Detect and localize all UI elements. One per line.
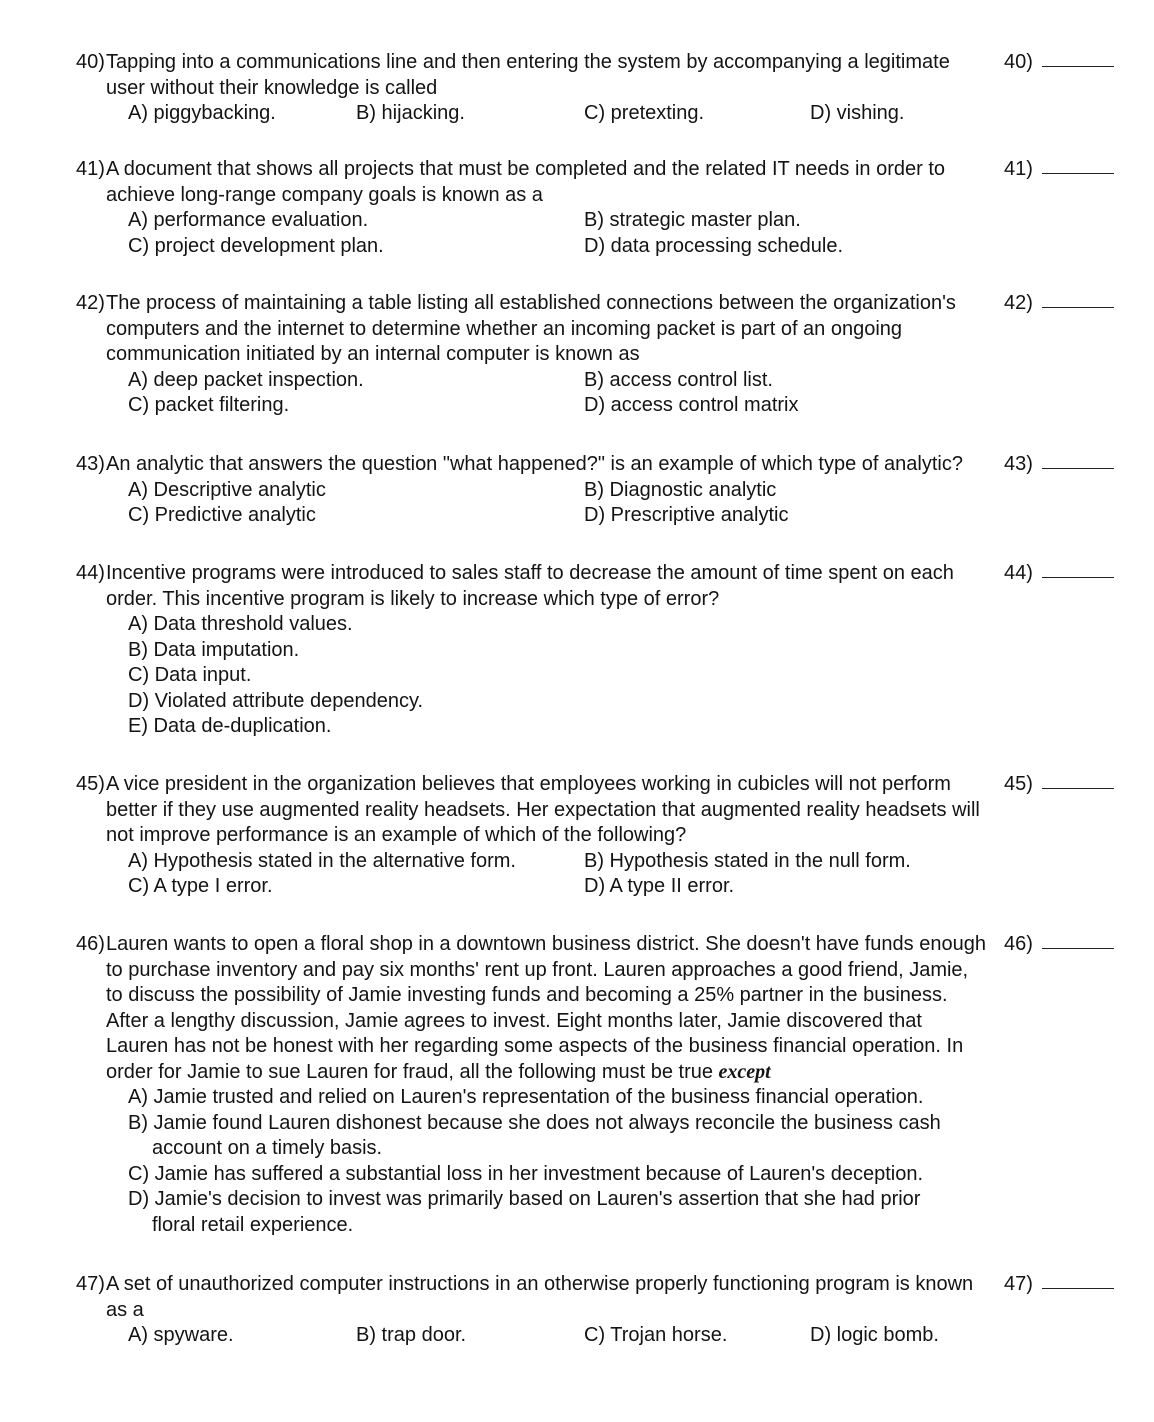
choice-d[interactable]: D) Prescriptive analytic xyxy=(584,504,789,526)
question-stem xyxy=(76,452,986,478)
question-stem xyxy=(76,561,986,612)
question-number: 47) xyxy=(76,1273,105,1295)
answer-label: 40) xyxy=(1004,51,1033,73)
question-number: 46) xyxy=(76,933,105,955)
answer-label: 41) xyxy=(1004,158,1033,180)
choice-list xyxy=(128,1323,1136,1349)
answer-blank[interactable] xyxy=(1042,577,1114,578)
question-text: Tapping into a communications line and then entering the system by accompanying a legitimate user without their knowledge is called xyxy=(106,51,950,99)
choice-b[interactable]: B) Jamie found Lauren dishonest because she does not always reconcile the business cash account on a timely basis. xyxy=(128,1111,941,1159)
choice-c[interactable]: C) packet filtering. xyxy=(128,394,290,416)
choice-c[interactable]: C) Predictive analytic xyxy=(128,504,316,526)
question-text: A vice president in the organization believes that employees working in cubicles will not perform better if they use augmented reality headsets. Her expectation that augmented reality headsets will not improve performance is an example of which of the following? xyxy=(106,773,980,846)
choice-e[interactable]: E) Data de-duplication. xyxy=(128,715,332,737)
choice-list xyxy=(128,849,1136,900)
question-stem xyxy=(76,772,986,849)
answer-label: 46) xyxy=(1004,933,1033,955)
answer-blank[interactable] xyxy=(1042,1288,1114,1289)
answer-label: 47) xyxy=(1004,1273,1033,1295)
choice-c[interactable]: C) Trojan horse. xyxy=(584,1324,728,1346)
question-number: 43) xyxy=(76,453,105,475)
question-45 xyxy=(76,772,1136,900)
choice-d[interactable]: D) logic bomb. xyxy=(810,1324,939,1346)
choice-a[interactable]: A) deep packet inspection. xyxy=(128,368,364,391)
question-number: 40) xyxy=(76,51,105,73)
question-46 xyxy=(76,932,1136,1238)
question-stem xyxy=(76,932,986,1085)
choice-a[interactable]: A) Hypothesis stated in the alternative form. xyxy=(128,849,516,872)
answer-blank[interactable] xyxy=(1042,948,1114,949)
question-43 xyxy=(76,452,1136,529)
choice-list xyxy=(128,612,1136,740)
choice-a[interactable]: A) spyware. xyxy=(128,1324,234,1346)
choice-b[interactable]: B) strategic master plan. xyxy=(584,209,801,231)
answer-blank[interactable] xyxy=(1042,468,1114,469)
question-text: A document that shows all projects that must be completed and the related IT needs in order to achieve long-range company goals is known as a xyxy=(106,158,946,206)
question-number: 45) xyxy=(76,773,105,795)
choice-c[interactable]: C) Jamie has suffered a substantial loss in her investment because of Lauren's deception. xyxy=(128,1162,924,1185)
question-number: 44) xyxy=(76,562,105,584)
question-number: 42) xyxy=(76,292,105,314)
answer-blank[interactable] xyxy=(1042,788,1114,789)
choice-b[interactable]: B) Hypothesis stated in the null form. xyxy=(584,849,911,872)
question-number: 41) xyxy=(76,158,105,180)
choice-d[interactable]: D) A type II error. xyxy=(584,875,735,897)
question-text: The process of maintaining a table listing all established connections between the organization's computers and the internet to determine whether an incoming packet is part of an ongoing communication initiated by an internal computer is known as xyxy=(106,292,956,365)
choice-c[interactable]: C) Data input. xyxy=(128,664,252,686)
question-text: An analytic that answers the question "what happened?" is an example of which type of analytic? xyxy=(106,453,963,475)
choice-c[interactable]: C) project development plan. xyxy=(128,234,384,257)
choice-b[interactable]: B) hijacking. xyxy=(356,102,465,124)
choice-d[interactable]: D) Jamie's decision to invest was primarily based on Lauren's assertion that she had prior floral retail experience. xyxy=(128,1188,921,1236)
question-text: Incentive programs were introduced to sales staff to decrease the amount of time spent on each order. This incentive program is likely to increase which type of error? xyxy=(106,562,954,610)
question-stem xyxy=(76,291,986,368)
answer-label: 43) xyxy=(1004,453,1033,475)
question-stem xyxy=(76,157,986,208)
choice-d[interactable]: D) Violated attribute dependency. xyxy=(128,689,424,712)
choice-a[interactable]: A) performance evaluation. xyxy=(128,209,369,231)
question-stem xyxy=(76,1272,986,1323)
question-stem xyxy=(76,50,986,101)
answer-label: 44) xyxy=(1004,562,1033,584)
choice-a[interactable]: A) piggybacking. xyxy=(128,102,276,124)
answer-blank[interactable] xyxy=(1042,173,1114,174)
choice-a[interactable]: A) Descriptive analytic xyxy=(128,478,326,501)
question-text: A set of unauthorized computer instructions in an otherwise properly functioning program is known as a xyxy=(106,1273,974,1321)
choice-list xyxy=(128,1085,1136,1238)
choice-list xyxy=(128,478,1136,529)
choice-b[interactable]: B) access control list. xyxy=(584,368,773,391)
answer-blank[interactable] xyxy=(1042,66,1114,67)
choice-d[interactable]: D) access control matrix xyxy=(584,394,799,416)
question-text: Lauren wants to open a floral shop in a downtown business district. She doesn't have funds enough to purchase inventory and pay six months' rent up front. Lauren approaches a good friend, Jamie, to discuss the possibility of Jamie investing funds and becoming a 25% partner in the business. After a lengthy discussion, Jamie agrees to invest. Eight months later, Jamie discovered that Lauren has not be honest with her regarding some aspects of the business financial operation. In order for Jamie to sue Lauren for fraud, all the following must be true xyxy=(106,933,986,1083)
choice-list xyxy=(128,101,1136,127)
choice-b[interactable]: B) Diagnostic analytic xyxy=(584,478,777,501)
stem-emphasis: except xyxy=(718,1060,771,1083)
answer-label: 42) xyxy=(1004,292,1033,314)
choice-c[interactable]: C) pretexting. xyxy=(584,102,705,124)
choice-d[interactable]: D) data processing schedule. xyxy=(584,234,844,257)
question-44 xyxy=(76,561,1136,740)
choice-list xyxy=(128,208,1136,259)
choice-a[interactable]: A) Data threshold values. xyxy=(128,613,353,635)
choice-b[interactable]: B) Data imputation. xyxy=(128,638,300,661)
choice-b[interactable]: B) trap door. xyxy=(356,1324,467,1346)
answer-blank[interactable] xyxy=(1042,307,1114,308)
choice-c[interactable]: C) A type I error. xyxy=(128,875,273,897)
answer-label: 45) xyxy=(1004,773,1033,795)
question-40 xyxy=(76,50,1136,127)
choice-d[interactable]: D) vishing. xyxy=(810,102,905,124)
question-41 xyxy=(76,157,1136,259)
choice-list xyxy=(128,368,1136,419)
choice-a[interactable]: A) Jamie trusted and relied on Lauren's representation of the business financial operation. xyxy=(128,1086,924,1108)
question-47 xyxy=(76,1272,1136,1349)
question-42 xyxy=(76,291,1136,419)
